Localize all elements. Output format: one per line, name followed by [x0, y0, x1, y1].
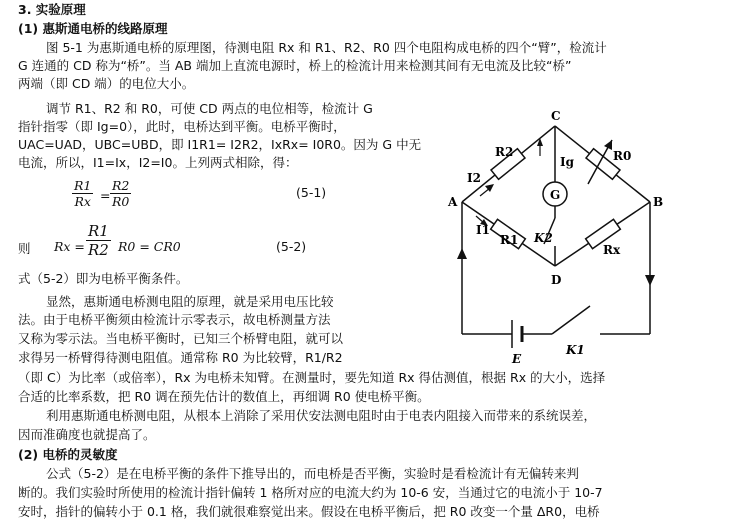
ig-label: Ig	[560, 155, 575, 169]
r2-label: R2	[495, 145, 514, 159]
para4-line1: 显然，惠斯通电桥测电阻的原理，就是采用电压比较	[46, 294, 334, 309]
para6-line1: 公式（5-2）是在电桥平衡的条件下推导出的，而电桥是否平衡，实验时是看检流计有无偏转来判	[46, 466, 579, 481]
para4-line6: 合适的比率系数，把 R0 调在预先估计的数值上，再细调 R0 使电桥平衡。	[18, 389, 430, 404]
eq2-numerator: R1	[88, 222, 109, 240]
r1-label: R1	[500, 233, 519, 247]
i2-label: I2	[467, 171, 481, 185]
eq1-left-numerator: R1	[74, 178, 92, 193]
para4-line3: 又称为零示法。当电桥平衡时，已知三个桥臂电阻，就可以	[18, 331, 344, 346]
para4-line5: （即 C）为比率（或倍率），Rx 为电桥未知臂。在测量时，要先知道 Rx 得估测值，根据 Rx 的大小，选择	[18, 370, 606, 385]
para2-line1: 调节 R1、R2 和 R0，可使 CD 两点的电位相等，检流计 G	[46, 101, 373, 116]
subsection-2-heading: (2) 电桥的灵敏度	[18, 447, 118, 462]
eq2-denominator: R2	[88, 241, 109, 259]
loop-current-down-arrow-icon	[645, 275, 655, 286]
para3: 式（5-2）即为电桥平衡条件。	[18, 271, 189, 286]
subsection-1-heading: (1) 惠斯通电桥的线路原理	[18, 21, 168, 36]
para2-line2: 指针指零（即 Ig=0），此时，电桥达到平衡。电桥平衡时，	[18, 119, 346, 134]
eq1-right-numerator: R2	[112, 178, 130, 193]
para2-line3: UAC=UAD，UBC=UBD，即 I1R1= I2R2，IxRx= I0R0。因为 G 中无	[18, 137, 422, 152]
para6-line2: 断的。我们实验时所使用的检流计指针偏转 1 格所对应的电流大约为 10-6 安，当通过它的电流小于 10-7	[18, 485, 603, 500]
para4-line2: 法。由于电桥平衡须由检流计示零表示，故电桥测量方法	[18, 312, 331, 327]
loop-current-up-arrow-icon	[457, 248, 467, 259]
eq1-equals: =	[100, 188, 111, 203]
eq1-label: (5-1)	[296, 185, 327, 200]
rx-label: Rx	[603, 243, 621, 257]
eq2-prefix: 则	[18, 241, 31, 256]
wheatstone-bridge-circuit	[440, 106, 680, 368]
k1-label: K1	[566, 343, 585, 357]
eq2-lhs: Rx =	[54, 239, 85, 254]
para2-line4: 电流，所以，I1=Ix，I2=I0。上列两式相除，得：	[18, 155, 298, 170]
i1-label: I1	[476, 223, 490, 237]
eq2-rhs: R0 = CR0	[118, 239, 181, 254]
k2-label: K2	[534, 231, 553, 245]
eq1-left-denominator: Rx	[74, 194, 91, 209]
eq1-right-denominator: R0	[112, 194, 130, 209]
para5-line2: 因而准确度也就提高了。	[18, 427, 156, 442]
para1-line3: 两端（即 CD 端）的电位大小。	[18, 76, 195, 91]
para5-line1: 利用惠斯通电桥测电阻，从根本上消除了采用伏安法测电阻时由于电表内阻接入而带来的系统误差，	[46, 408, 597, 423]
node-c-label: C	[551, 109, 561, 123]
eq2-fraction	[86, 222, 111, 259]
para4-line4: 求得另一桥臂得待测电阻值。通常称 R0 为比较臂，R1/R2	[18, 350, 343, 365]
para6-line3: 安时，指针的偏转小于 0.1 格，我们就很难察觉出来。假设在电桥平衡后，把 R0 改变一个量 ΔR0，电桥	[18, 504, 600, 519]
node-b-label: B	[653, 195, 664, 209]
eq2-label: (5-2)	[276, 239, 307, 254]
r0-label: R0	[613, 149, 632, 163]
para1-line1: 图 5-1 为惠斯通电桥的原理图，待测电阻 Rx 和 R1、R2、R0 四个电阻构成电桥的四个“臂”，检流计	[46, 40, 607, 55]
eq1-left-fraction	[72, 178, 93, 209]
node-a-label: A	[448, 195, 458, 209]
galvanometer-label: G	[550, 188, 561, 202]
source-e-label: E	[512, 352, 522, 366]
eq1-right-fraction	[110, 178, 131, 209]
para1-line2: G 连通的 CD 称为“桥”。当 AB 端加上直流电源时，桥上的检流计用来检测其间有无电流及比较“桥”	[18, 58, 572, 73]
section-heading: 3. 实验原理	[18, 2, 86, 17]
node-d-label: D	[551, 273, 562, 287]
